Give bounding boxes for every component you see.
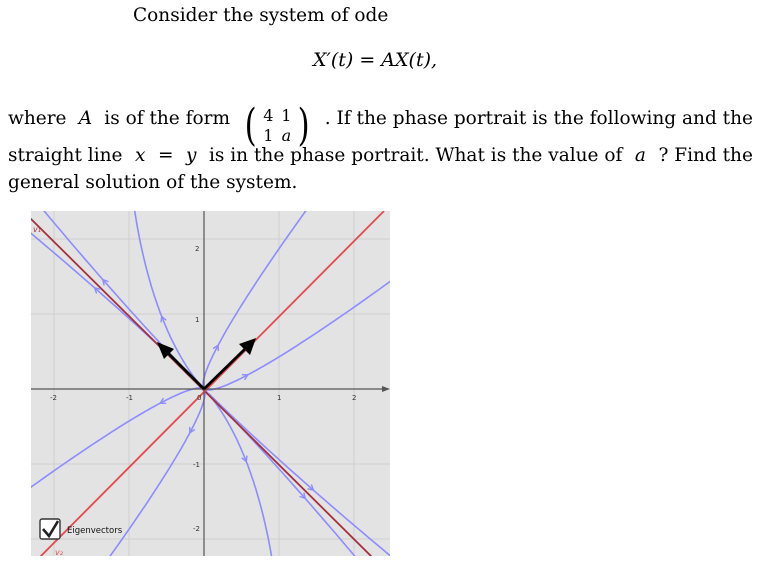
x-tick-label: 0 xyxy=(197,394,202,402)
x-tick-label: -1 xyxy=(126,394,133,402)
word-where: where xyxy=(8,108,67,129)
ode-equation xyxy=(313,49,437,71)
var-A: A xyxy=(78,108,93,129)
checkbox-label: Eigenvectors xyxy=(67,526,123,536)
x-tick-label: -2 xyxy=(50,394,57,402)
phrase-straight-line: straight line xyxy=(8,145,123,166)
matrix-entry: a xyxy=(281,126,292,145)
matrix-entry: 1 xyxy=(281,106,292,125)
phase-portrait xyxy=(31,211,390,556)
x-tick-label: 1 xyxy=(277,394,282,402)
y-tick-label: 2 xyxy=(195,245,200,253)
intro-sentence: Consider the system of ode xyxy=(133,5,389,26)
matrix-A xyxy=(242,100,312,151)
var-x: x xyxy=(135,145,146,166)
problem-line-5: general solution of the system. xyxy=(8,172,298,193)
phrase-find: ? Find the xyxy=(658,145,753,166)
right-paren: ) xyxy=(297,100,310,151)
label-v2: v₂ xyxy=(55,548,63,556)
phrase-phase-portrait: . If the phase portrait is the following and the xyxy=(324,108,753,129)
left-paren: ( xyxy=(244,100,257,151)
y-tick-label: -1 xyxy=(193,461,200,469)
y-tick-label: -2 xyxy=(193,525,200,533)
var-a: a xyxy=(634,145,646,166)
phrase-form: is of the form xyxy=(104,108,230,129)
y-tick-label: 1 xyxy=(195,316,200,324)
ode-equation-text: X′(t) = AX(t), xyxy=(313,49,438,71)
matrix-entry: 1 xyxy=(263,126,274,145)
var-y: y xyxy=(186,145,197,166)
problem-line-4 xyxy=(8,145,753,166)
matrix-entries xyxy=(259,106,295,146)
label-v1: v₁ xyxy=(33,225,41,234)
phrase-question: is in the phase portrait. What is the value of xyxy=(208,145,623,166)
matrix-entry: 4 xyxy=(263,106,274,125)
equals-sign: = xyxy=(157,145,174,166)
x-tick-label: 2 xyxy=(352,394,357,402)
